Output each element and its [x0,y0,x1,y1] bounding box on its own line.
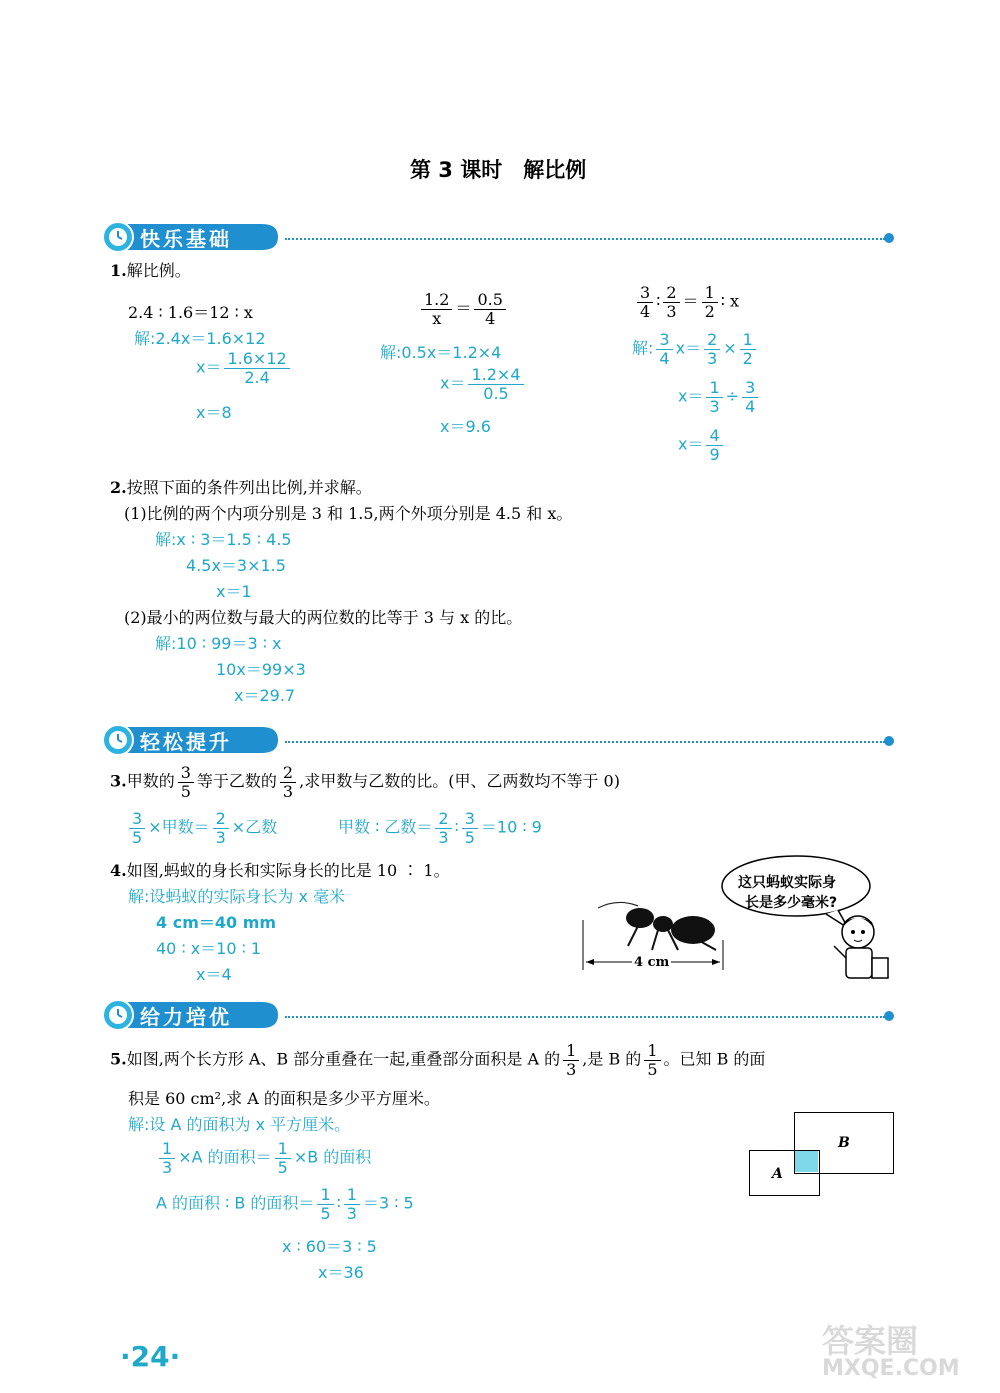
watermark-url: MXQE.COM [822,1356,960,1381]
q2p2-step3: x＝29.7 [234,686,296,705]
rectangle-b-label: B [838,1135,850,1151]
dotted-divider [285,741,885,743]
divider-dot [884,1011,894,1021]
q5-step5: x＝36 [318,1263,364,1282]
section-header-improve [100,723,900,757]
section-title: 给力培优 [140,1005,232,1029]
q2p2-step1: 解:10 ∶ 99＝3 ∶ x [155,634,282,653]
q3-step1: $\frac{3}{5}$ ×甲数＝ $\frac{2}{3}$ ×乙数 [126,810,277,846]
q2p2-step2: 10x＝99×3 [216,660,306,679]
q2p1-step3: x＝1 [216,582,252,601]
section-header-advanced [100,998,900,1032]
section-title: 快乐基础 [140,227,232,251]
watermark-logo: 答案圈 [822,1322,919,1360]
q4-step1: 解:设蚂蚁的实际身长为 x 毫米 [128,887,346,906]
divider-dot [884,736,894,746]
page-number: ·24· [120,1340,181,1373]
q1b-step2: x＝ $\frac{1.2\times 4}{0.5}$ [440,366,527,402]
question-5-line1: 5.如图,两个长方形 A、B 部分重叠在一起,重叠部分面积是 A 的 $\frac{1}{3}$ ,是 B 的 $\frac{1}{5}$ 。已知 B 的面 [110,1041,766,1079]
overlap-region [795,1151,818,1172]
q5-step4: x ∶ 60＝3 ∶ 5 [282,1237,377,1256]
q2p1-step1: 解:x ∶ 3＝1.5 ∶ 4.5 [155,530,292,549]
section-header-basic [100,220,900,254]
question-5-line2: 积是 60 cm²,求 A 的面积是多少平方厘米。 [128,1089,440,1108]
q1c-step2: x＝ $\frac{1}{3}$ ÷ $\frac{3}{4}$ [678,379,761,415]
question-3: 3.甲数的 $\frac{3}{5}$ 等于乙数的 $\frac{2}{3}$ ,求甲数与乙数的比。(甲、乙两数均不等于 0) [110,763,620,801]
q4-step2: 4 cm＝40 mm [156,913,277,932]
q5-step2: $\frac{1}{3}$ ×A 的面积＝ $\frac{1}{5}$ ×B 的面积 [156,1140,371,1176]
divider-dot [884,233,894,243]
q1c-step3: x＝ $\frac{4}{9}$ [678,427,726,463]
dotted-divider [285,238,885,240]
q1b-step1: 解:0.5x＝1.2×4 [380,343,502,362]
q1a-step2: x＝ $\frac{1.6\times 12}{2.4}$ [196,350,293,386]
q2-part2: (2)最小的两位数与最大的两位数的比等于 3 与 x 的比。 [124,608,523,627]
question-4: 4.如图,蚂蚁的身长和实际身长的比是 10 ∶ 1。 [110,861,450,880]
rectangle-a-label: A [772,1166,783,1182]
q2-part1: (1)比例的两个内项分别是 3 和 1.5,两个外项分别是 4.5 和 x。 [124,504,573,523]
q5-step3: A 的面积 ∶ B 的面积＝ $\frac{1}{5}$ ∶ $\frac{1}{3}$ ＝3 ∶ 5 [156,1185,414,1223]
q1a-step3: x＝8 [196,403,232,422]
bubble-line-1: 这只蚂蚁实际身 [738,875,836,891]
q1a-equation: 2.4 ∶ 1.6＝12 ∶ x [128,303,253,322]
ant-length-label: 4 cm [634,955,670,970]
q1b-step3: x＝9.6 [440,417,491,436]
boy-character-icon [828,908,898,986]
question-2: 2.按照下面的条件列出比例,并求解。 [110,478,372,497]
q2p1-step2: 4.5x＝3×1.5 [186,556,286,575]
q3-step2: 甲数 ∶ 乙数＝ $\frac{2}{3}$ ∶ $\frac{3}{5}$ ＝10 ∶ 9 [338,809,542,847]
page-title: 第 3 课时 解比例 [410,158,587,182]
dotted-divider [285,1016,885,1018]
q4-step3: 40 ∶ x＝10 ∶ 1 [156,939,262,958]
q1a-step1: 解:2.4x＝1.6×12 [134,329,266,348]
q4-step4: x＝4 [196,965,232,984]
q1c-equation: $\frac{3}{4}$ ∶ $\frac{2}{3}$ ＝ $\frac{1}{2}$ ∶ x [634,284,739,320]
q1c-step1: 解: $\frac{3}{4}$ x＝ $\frac{2}{3}$ × $\frac{1}{2}$ [632,331,759,367]
question-1: 1.解比例。 [110,261,191,280]
q5-step1: 解:设 A 的面积为 x 平方厘米。 [128,1115,351,1134]
bubble-line-2: 长是多少毫米? [745,895,838,911]
section-title: 轻松提升 [140,730,232,754]
q1b-equation: $\frac{1.2}{x}$ ＝ $\frac{0.5}{4}$ [418,291,509,327]
